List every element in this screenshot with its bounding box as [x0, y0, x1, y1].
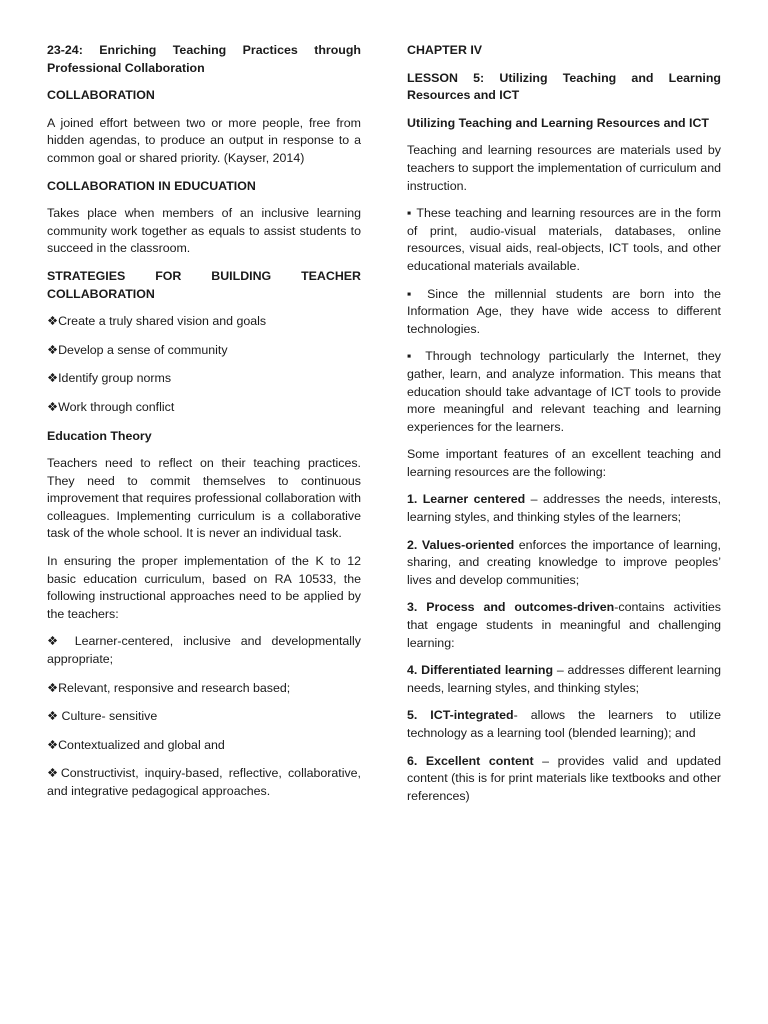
feature-item: [407, 537, 721, 590]
approach-item: ❖ Culture- sensitive: [47, 709, 158, 724]
feature-item: [407, 662, 721, 697]
heading-education-theory: Education Theory: [47, 428, 152, 443]
collaboration-in-education-text: Takes place when members of an inclusive learning community work together as equals to assist students to succeed in the classroom.: [47, 206, 361, 256]
feature-item: [407, 753, 721, 806]
collaboration-definition: A joined effort between two or more people, free from hidden agendas, to produce an output in response to a common goal or shared priority. (Kayser, 2014): [47, 115, 361, 165]
feature-description: – addresses the needs, interests, learning styles, and thinking styles of the learners;: [407, 492, 722, 525]
resource-bullet: ▪ These teaching and learning resources are in the form of print, audio-visual materials, databases, online resources, visual aids, real-objects, ICT tools, and other educational materials available.: [407, 206, 721, 273]
k12-text: In ensuring the proper implementation of the K to 12 basic education curriculum, based on RA 10533, the following instructional approaches need to be applied by the teachers:: [47, 554, 361, 621]
lesson-heading: LESSON 5: Utilizing Teaching and Learning Resources and ICT: [407, 70, 721, 103]
chapter-heading: CHAPTER IV: [407, 43, 483, 57]
heading-strategies: STRATEGIES FOR BUILDING TEACHER COLLABORATION: [47, 268, 361, 301]
resource-bullet: ▪ Since the millennial students are born into the Information Age, they have wide access to different technologies.: [407, 286, 721, 336]
resource-bullet: ▪ Through technology particularly the Internet, they gather, learn, and analyze information. This means that education should take advantage of ICT tools to provide more meaningful and relevant teaching and learning experiences for the learners.: [407, 349, 721, 434]
feature-term: 3. Process and outcomes-driven: [407, 600, 615, 615]
feature-term: 5. ICT-integrated: [407, 708, 514, 723]
feature-item: [407, 491, 721, 526]
strategy-item: ❖Work through conflict: [47, 399, 175, 414]
left-column: [47, 42, 361, 812]
strategy-item: ❖Identify group norms: [47, 371, 172, 386]
education-theory-text: Teachers need to reflect on their teaching practices. They need to commit themselves to continuous improvement that requires professional collaboration with colleagues. Implementing curriculum is a collaborative task of the whole school. It is never an individual task.: [47, 456, 361, 541]
feature-term: 2. Values-oriented: [407, 537, 515, 552]
feature-description: – provides valid and updated content (this is for print materials like textbooks and other references): [407, 753, 721, 803]
approach-item: ❖ Learner-centered, inclusive and developmentally appropriate;: [47, 634, 361, 667]
feature-description: - allows the learners to utilize technology as a learning tool (blended learning); and: [407, 708, 721, 740]
feature-term: 4. Differentiated learning: [407, 663, 554, 678]
approach-item: ❖Constructivist, inquiry-based, reflective, collaborative, and integrative pedagogical approaches.: [47, 766, 361, 798]
features-intro-text: Some important features of an excellent teaching and learning resources are the following:: [407, 447, 721, 479]
strategy-item: ❖Develop a sense of community: [47, 342, 228, 357]
approach-item: ❖Relevant, responsive and research based;: [47, 680, 291, 695]
feature-item: [407, 707, 721, 742]
feature-description: enforces the importance of learning, sharing, and creating knowledge to improve peoples’ lives and develop communities;: [407, 537, 721, 587]
feature-description: -contains activities that engage students in meaningful and challenging learning:: [407, 600, 722, 650]
document-title: 23-24: Enriching Teaching Practices through Professional Collaboration: [47, 43, 361, 75]
feature-term: 1. Learner centered: [407, 492, 526, 507]
resources-intro-text: Teaching and learning resources are materials used by teachers to support the implementation of curriculum and instruction.: [407, 143, 721, 193]
section-subheading: Utilizing Teaching and Learning Resources and ICT: [407, 115, 710, 130]
approach-item: ❖Contextualized and global and: [47, 737, 225, 752]
feature-item: [407, 599, 721, 652]
strategy-item: ❖Create a truly shared vision and goals: [47, 314, 267, 329]
heading-collaboration: COLLABORATION: [47, 88, 155, 103]
right-column: [407, 42, 721, 815]
feature-term: 6. Excellent content: [407, 753, 534, 768]
feature-description: – addresses different learning needs, learning styles, and thinking styles;: [407, 663, 721, 695]
heading-collaboration-in-education: COLLABORATION IN EDUCUATION: [47, 178, 256, 193]
